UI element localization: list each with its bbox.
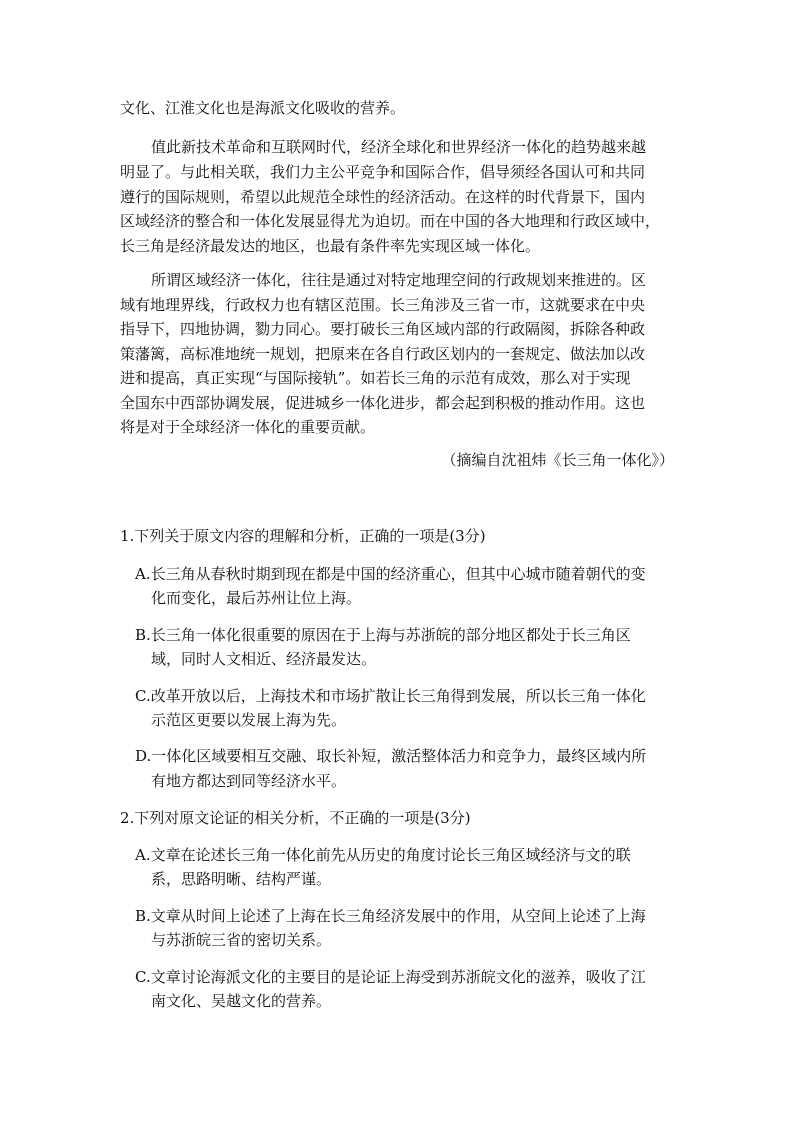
passage-line: 所谓区域经济一体化，往往是通过对特定地理空间的行政规划来推进的。区 <box>151 271 647 289</box>
option-a-cont: 化而变化，最后苏州让位上海。 <box>151 589 362 607</box>
passage-line: 进和提高，真正实现“与国际接轨”。如若长三角的示范有成效，那么对于实现 <box>120 369 631 387</box>
passage-line: 域有地理界线，行政权力也有辖区范围。长三角涉及三省一市，这就要求在中央 <box>120 296 646 314</box>
option-b[interactable]: B.长三角一体化很重要的原因在于上海与苏浙皖的部分地区都处于长三角区 <box>135 626 631 644</box>
option-a[interactable]: A.长三角从春秋时期到现在都是中国的经济重心，但其中心城市随着朝代的变 <box>135 565 646 583</box>
option-c[interactable]: C.文章讨论海派文化的主要目的是论证上海受到苏浙皖文化的滋养，吸收了江 <box>135 968 646 986</box>
option-c-cont: 示范区更要以发展上海为先。 <box>151 711 347 729</box>
source-attribution: （摘编自沈祖炜《长三角一体化》） <box>441 451 674 469</box>
passage-line: 全国东中西部协调发展，促进城乡一体化进步，都会起到积极的推动作用。这也 <box>120 394 646 412</box>
option-a-cont: 系，思路明晰、结构严谨。 <box>151 870 332 888</box>
passage-line: 将是对于全球经济一体化的重要贡献。 <box>120 418 376 436</box>
option-b-cont: 域，同时人文相近、经济最发达。 <box>151 650 377 668</box>
option-d[interactable]: D.一体化区域要相互交融、取长补短，激活整体活力和竞争力，最终区域内所 <box>135 747 647 765</box>
passage-line: 遵行的国际规则，希望以此规范全球性的经济活动。在这样的时代背景下，国内 <box>120 188 646 206</box>
option-c[interactable]: C.改革开放以后，上海技术和市场扩散让长三角得到发展，所以长三角一体化 <box>135 687 646 705</box>
passage-line: 区域经济的整合和一体化发展显得尤为迫切。而在中国的各大地理和行政区域中， <box>120 212 661 230</box>
option-b-cont: 与苏浙皖三省的密切关系。 <box>151 931 332 949</box>
option-d-cont: 有地方都达到同等经济水平。 <box>151 772 347 790</box>
question-stem: 1.下列关于原文内容的理解和分析，正确的一项是(3分) <box>120 527 486 545</box>
passage-line: 明显了。与此相关联，我们力主公平竞争和国际合作，倡导须经各国认可和共同 <box>120 163 646 181</box>
question-stem: 2.下列对原文论证的相关分析，不正确的一项是(3分) <box>120 809 471 827</box>
option-a[interactable]: A.文章在论述长三角一体化前先从历史的角度讨论长三角区域经济与文的联 <box>135 846 631 864</box>
passage-line: 策藩篱，高标准地统一规划，把原来在各自行政区划内的一套规定、做法加以改 <box>120 345 646 363</box>
passage-line: 长三角是经济最发达的地区，也最有条件率先实现区域一体化。 <box>120 237 541 255</box>
option-b[interactable]: B.文章从时间上论述了上海在长三角经济发展中的作用，从空间上论述了上海 <box>135 907 646 925</box>
passage-line: 指导下，四地协调，勠力同心。要打破长三角区域内部的行政隔阂，拆除各种政 <box>120 320 646 338</box>
option-c-cont: 南文化、吴越文化的营养。 <box>151 992 332 1010</box>
passage-line: 文化、江淮文化也是海派文化吸收的营养。 <box>120 99 406 117</box>
passage-line: 值此新技术革命和互联网时代，经济全球化和世界经济一体化的趋势越来越 <box>151 138 647 156</box>
